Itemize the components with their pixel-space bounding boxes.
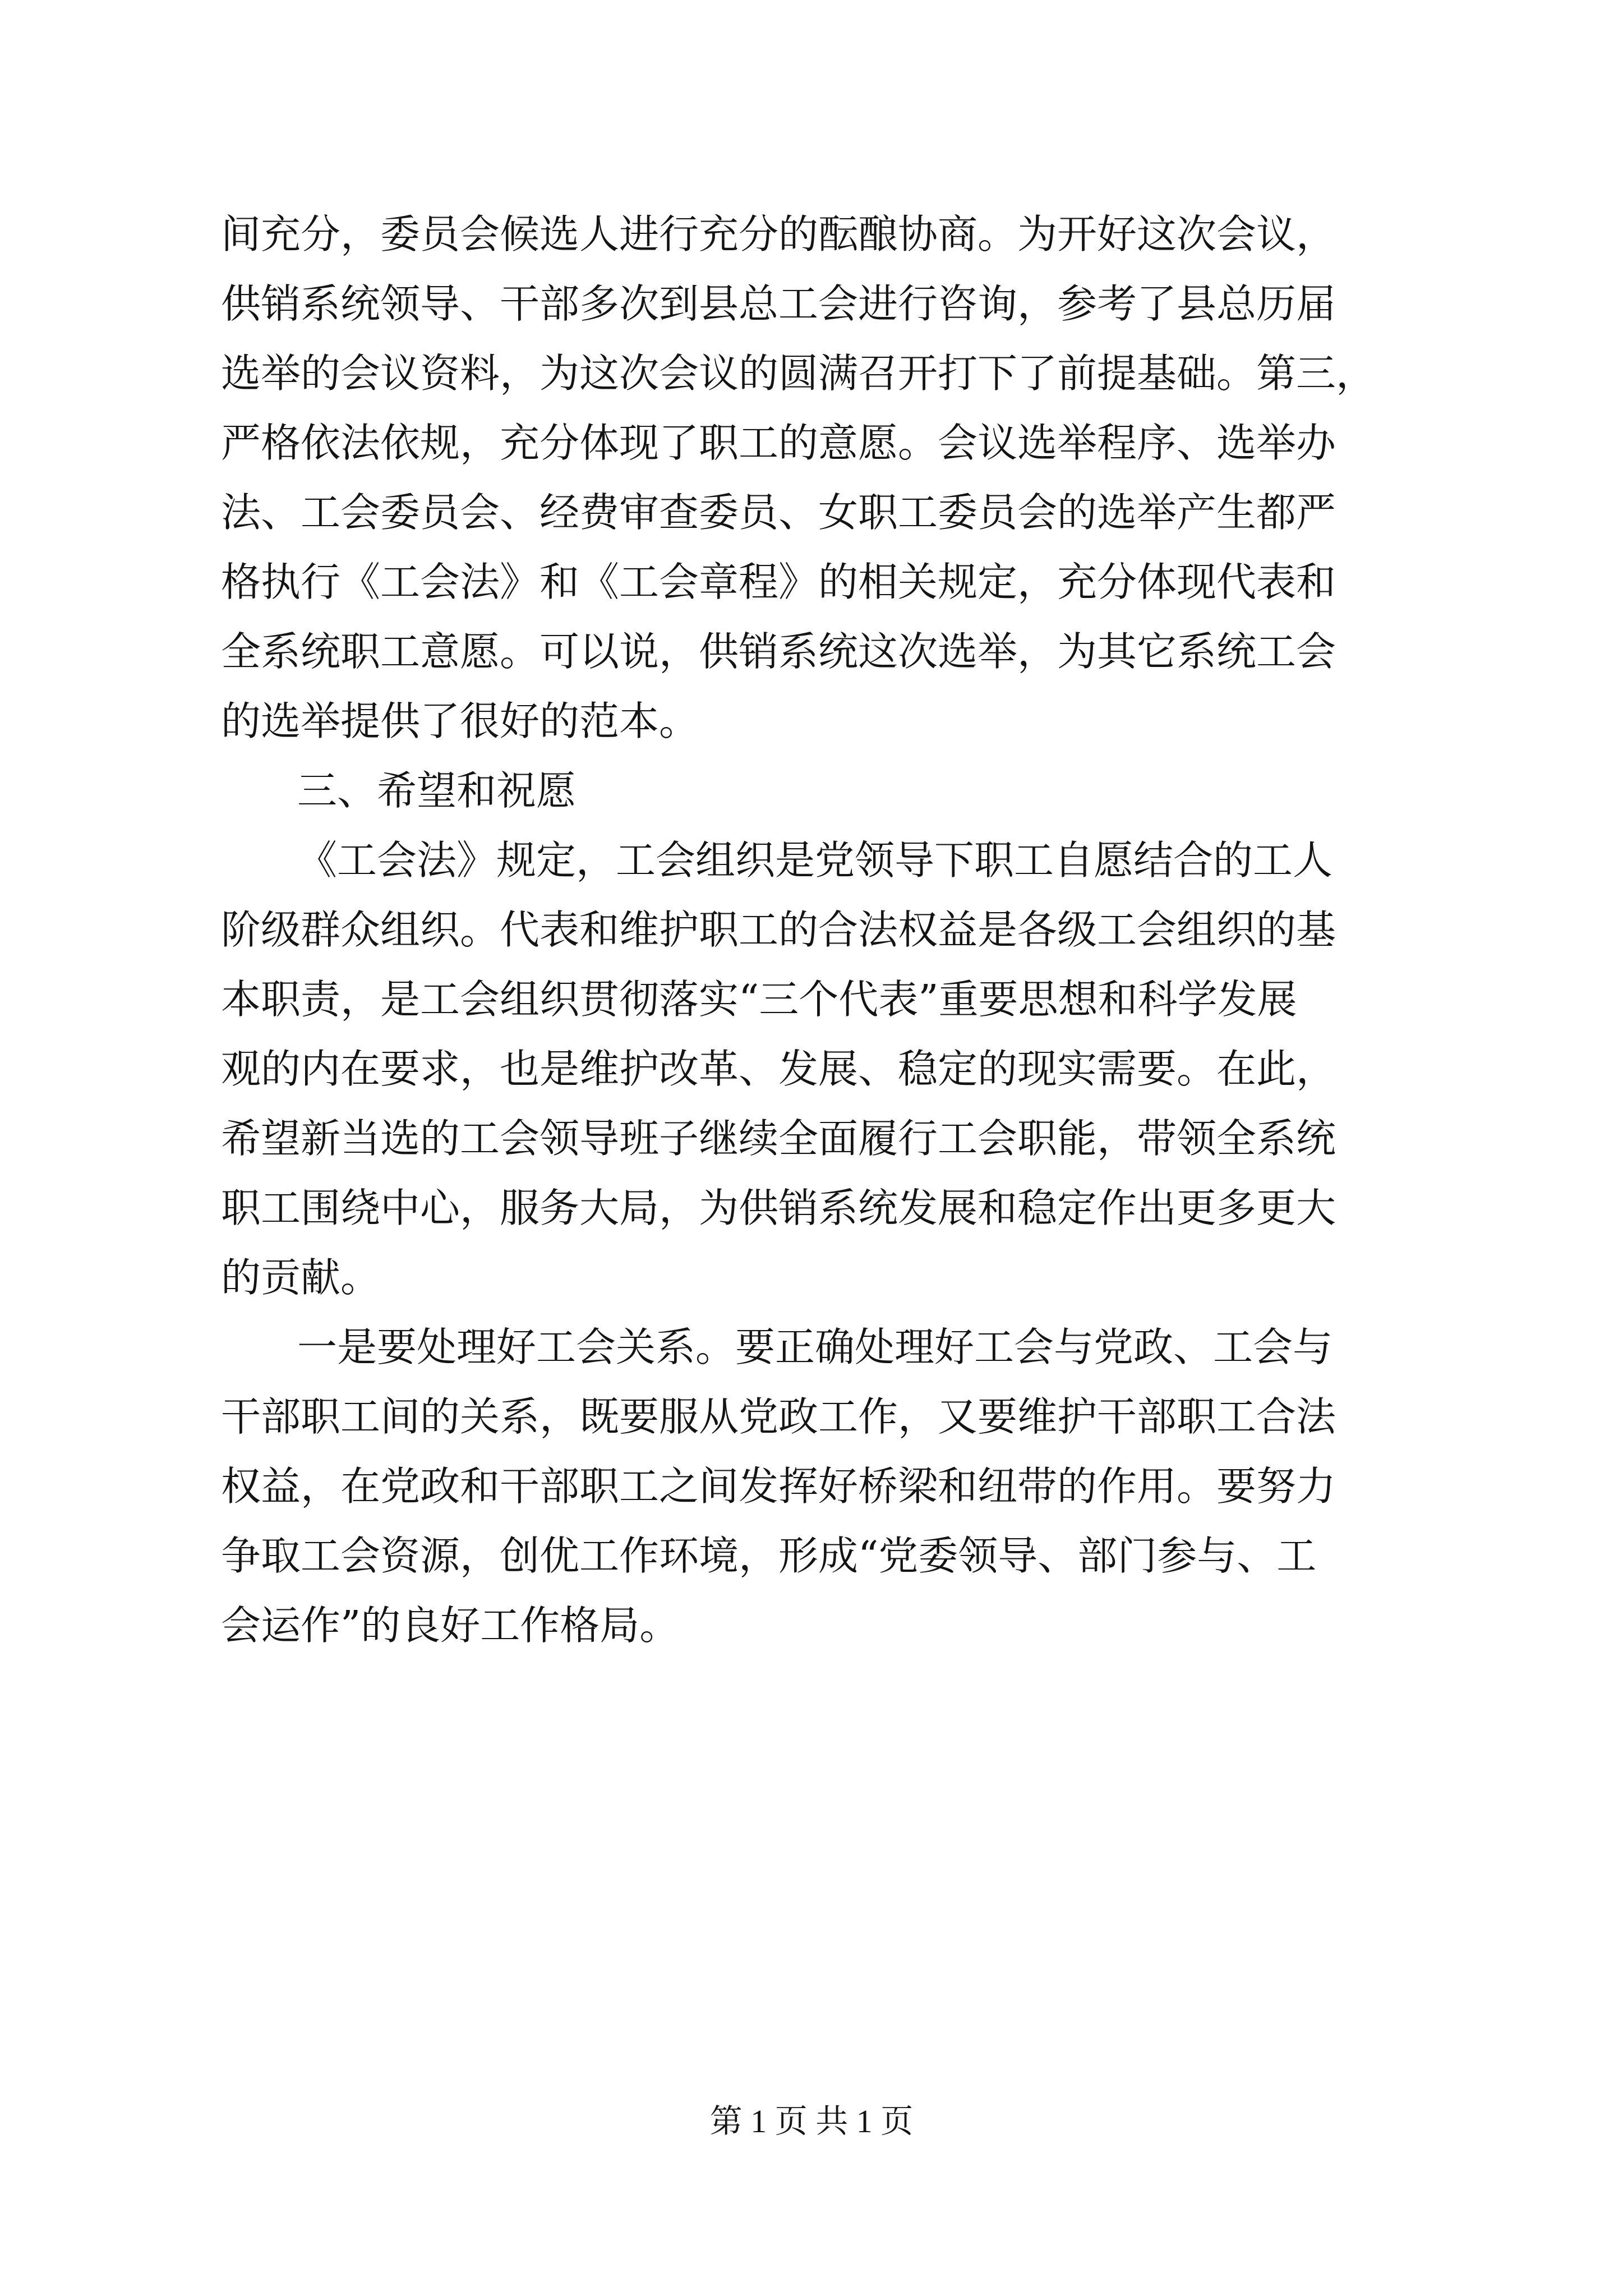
body-line: 严格依法依规，充分体现了职工的意愿。会议选举程序、选举办 bbox=[221, 420, 1336, 466]
body-line: 职工围绕中心，服务大局，为供销系统发展和稳定作出更多更大 bbox=[221, 1185, 1336, 1231]
body-line: 法、工会委员会、经费审查委员、女职工委员会的选举产生都严 bbox=[221, 489, 1336, 536]
body-line: 本职责，是工会组织贯彻落实“三个代表”重要思想和科学发展 bbox=[221, 976, 1297, 1023]
body-line: 格执行《工会法》和《工会章程》的相关规定，充分体现代表和 bbox=[221, 559, 1336, 605]
body-line: 希望新当选的工会领导班子继续全面履行工会职能，带领全系统 bbox=[221, 1115, 1336, 1162]
body-line: 会运作”的良好工作格局。 bbox=[221, 1602, 680, 1649]
body-line: 选举的会议资料，为这次会议的圆满召开打下了前提基础。第三， bbox=[221, 350, 1376, 397]
body-line: 全系统职工意愿。可以说，供销系统这次选举，为其它系统工会 bbox=[221, 628, 1336, 675]
body-line: 的贡献。 bbox=[221, 1254, 381, 1301]
body-line: 一是要处理好工会关系。要正确处理好工会与党政、工会与 bbox=[297, 1324, 1333, 1370]
body-line: 的选举提供了很好的范本。 bbox=[221, 698, 699, 744]
body-line: 权益，在党政和干部职工之间发挥好桥梁和纽带的作用。要努力 bbox=[221, 1463, 1336, 1510]
body-line: 《工会法》规定，工会组织是党领导下职工自愿结合的工人 bbox=[297, 837, 1333, 884]
page-footer: 第 1 页 共 1 页 bbox=[709, 2103, 914, 2139]
body-line: 阶级群众组织。代表和维护职工的合法权益是各级工会组织的基 bbox=[221, 907, 1336, 953]
body-line: 间充分，委员会候选人进行充分的酝酿协商。为开好这次会议， bbox=[221, 211, 1336, 257]
body-line: 争取工会资源，创优工作环境，形成“党委领导、部门参与、工 bbox=[221, 1533, 1317, 1579]
body-line: 干部职工间的关系，既要服从党政工作，又要维护干部职工合法 bbox=[221, 1393, 1336, 1440]
section-heading: 三、希望和祝愿 bbox=[297, 767, 577, 814]
body-line: 供销系统领导、干部多次到县总工会进行咨询，参考了县总历届 bbox=[221, 280, 1336, 327]
body-line: 观的内在要求，也是维护改革、发展、稳定的现实需要。在此， bbox=[221, 1046, 1336, 1092]
